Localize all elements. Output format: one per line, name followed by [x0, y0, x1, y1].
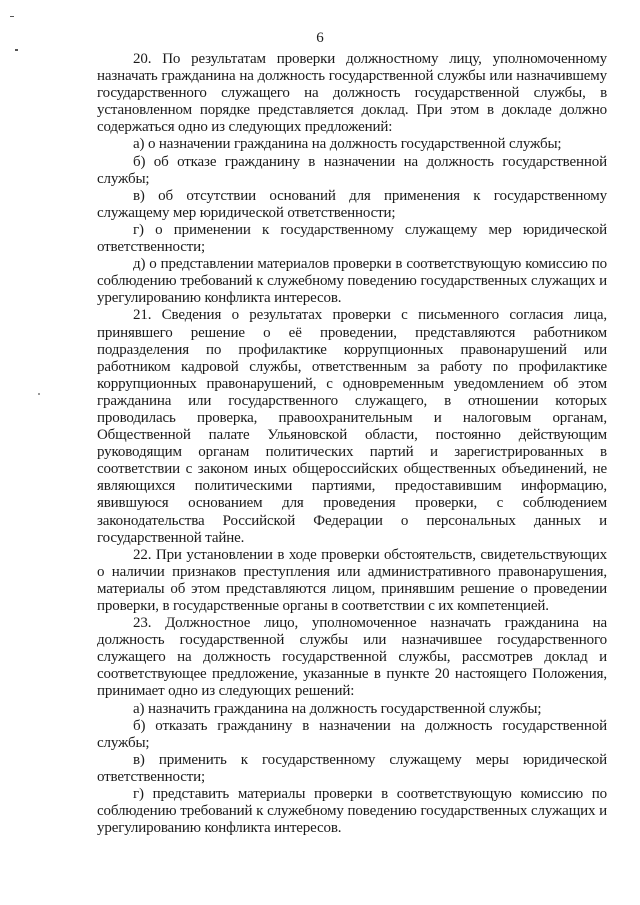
paragraph-20: 20. По результатам проверки должностному лицу, уполномоченному назначать гражданина на должность государственной службы или назначившему государственного служащего на должность государственной службы, в установленном порядке представляется доклад. При этом в докладе должно содержаться одно из следующих предложений: — [97, 51, 607, 136]
decision-item-b: б) отказать гражданину в назначении на должность государственной службы; — [97, 717, 607, 751]
scan-mark — [15, 49, 18, 51]
decision-item-g: г) представить материалы проверки в соответствующую комиссию по соблюдению требований к служебному поведению государственных служащих и урегулированию конфликта интересов. — [97, 786, 607, 837]
paragraph-23: 23. Должностное лицо, уполномоченное назначать гражданина на должность государственной службы или назначившее государственного служащего на должность государственной службы, рассмотрев доклад и соответствующее предложение, указанные в пункте 20 настоящего Положения, принимает одно из следующих решений: — [97, 615, 607, 700]
list-item-b: б) об отказе гражданину в назначении на должность государственной службы; — [97, 153, 607, 187]
decision-item-v: в) применить к государственному служащему меры юридической ответственности; — [97, 751, 607, 785]
list-item-a: а) о назначении гражданина на должность государственной службы; — [133, 136, 562, 153]
paragraph-21: 21. Сведения о результатах проверки с письменного согласия лица, принявшего решение о её проведении, представляются работником подразделения по профилактике коррупционных правонарушений или работником кадровой службы, ответственным за работу по профилактике коррупционных правонарушений, с одновременным уведомлением об этом гражданина или государственного служащего, в отношении которых проводилась проверка, правоохранительным и налоговым органам, Общественной палате Ульяновской области, постоянно действующим руководящим органам политических партий и зарегистрированных в соответствии с законом иных общероссийских общественных объединений, не являющихся политическими партиями, предоставившим информацию, явившуюся основанием для проведения проверки, с соблюдением законодательства Российской Федерации о персональных данных и государственной тайне. — [97, 307, 607, 546]
list-item-v: в) об отсутствии оснований для применения к государственному служащему мер юридической ответственности; — [97, 187, 607, 221]
decision-item-a: а) назначить гражданина на должность государственной службы; — [133, 700, 542, 717]
list-item-d: д) о представлении материалов проверки в соответствующую комиссию по соблюдению требований к служебному поведению государственных служащих и урегулированию конфликта интересов. — [97, 256, 607, 307]
page-number: 6 — [316, 30, 324, 46]
document-body — [97, 51, 607, 837]
scan-mark — [10, 16, 14, 17]
list-item-g: г) о применении к государственному служащему мер юридической ответственности; — [97, 221, 607, 256]
scan-mark — [38, 393, 40, 395]
paragraph-22: 22. При установлении в ходе проверки обстоятельств, свидетельствующих о наличии признаков преступления или административного правонарушения, материалы об этом представляются лицом, принявшим решение о проведении проверки, в государственные органы в соответствии с их компетенцией. — [97, 546, 607, 614]
